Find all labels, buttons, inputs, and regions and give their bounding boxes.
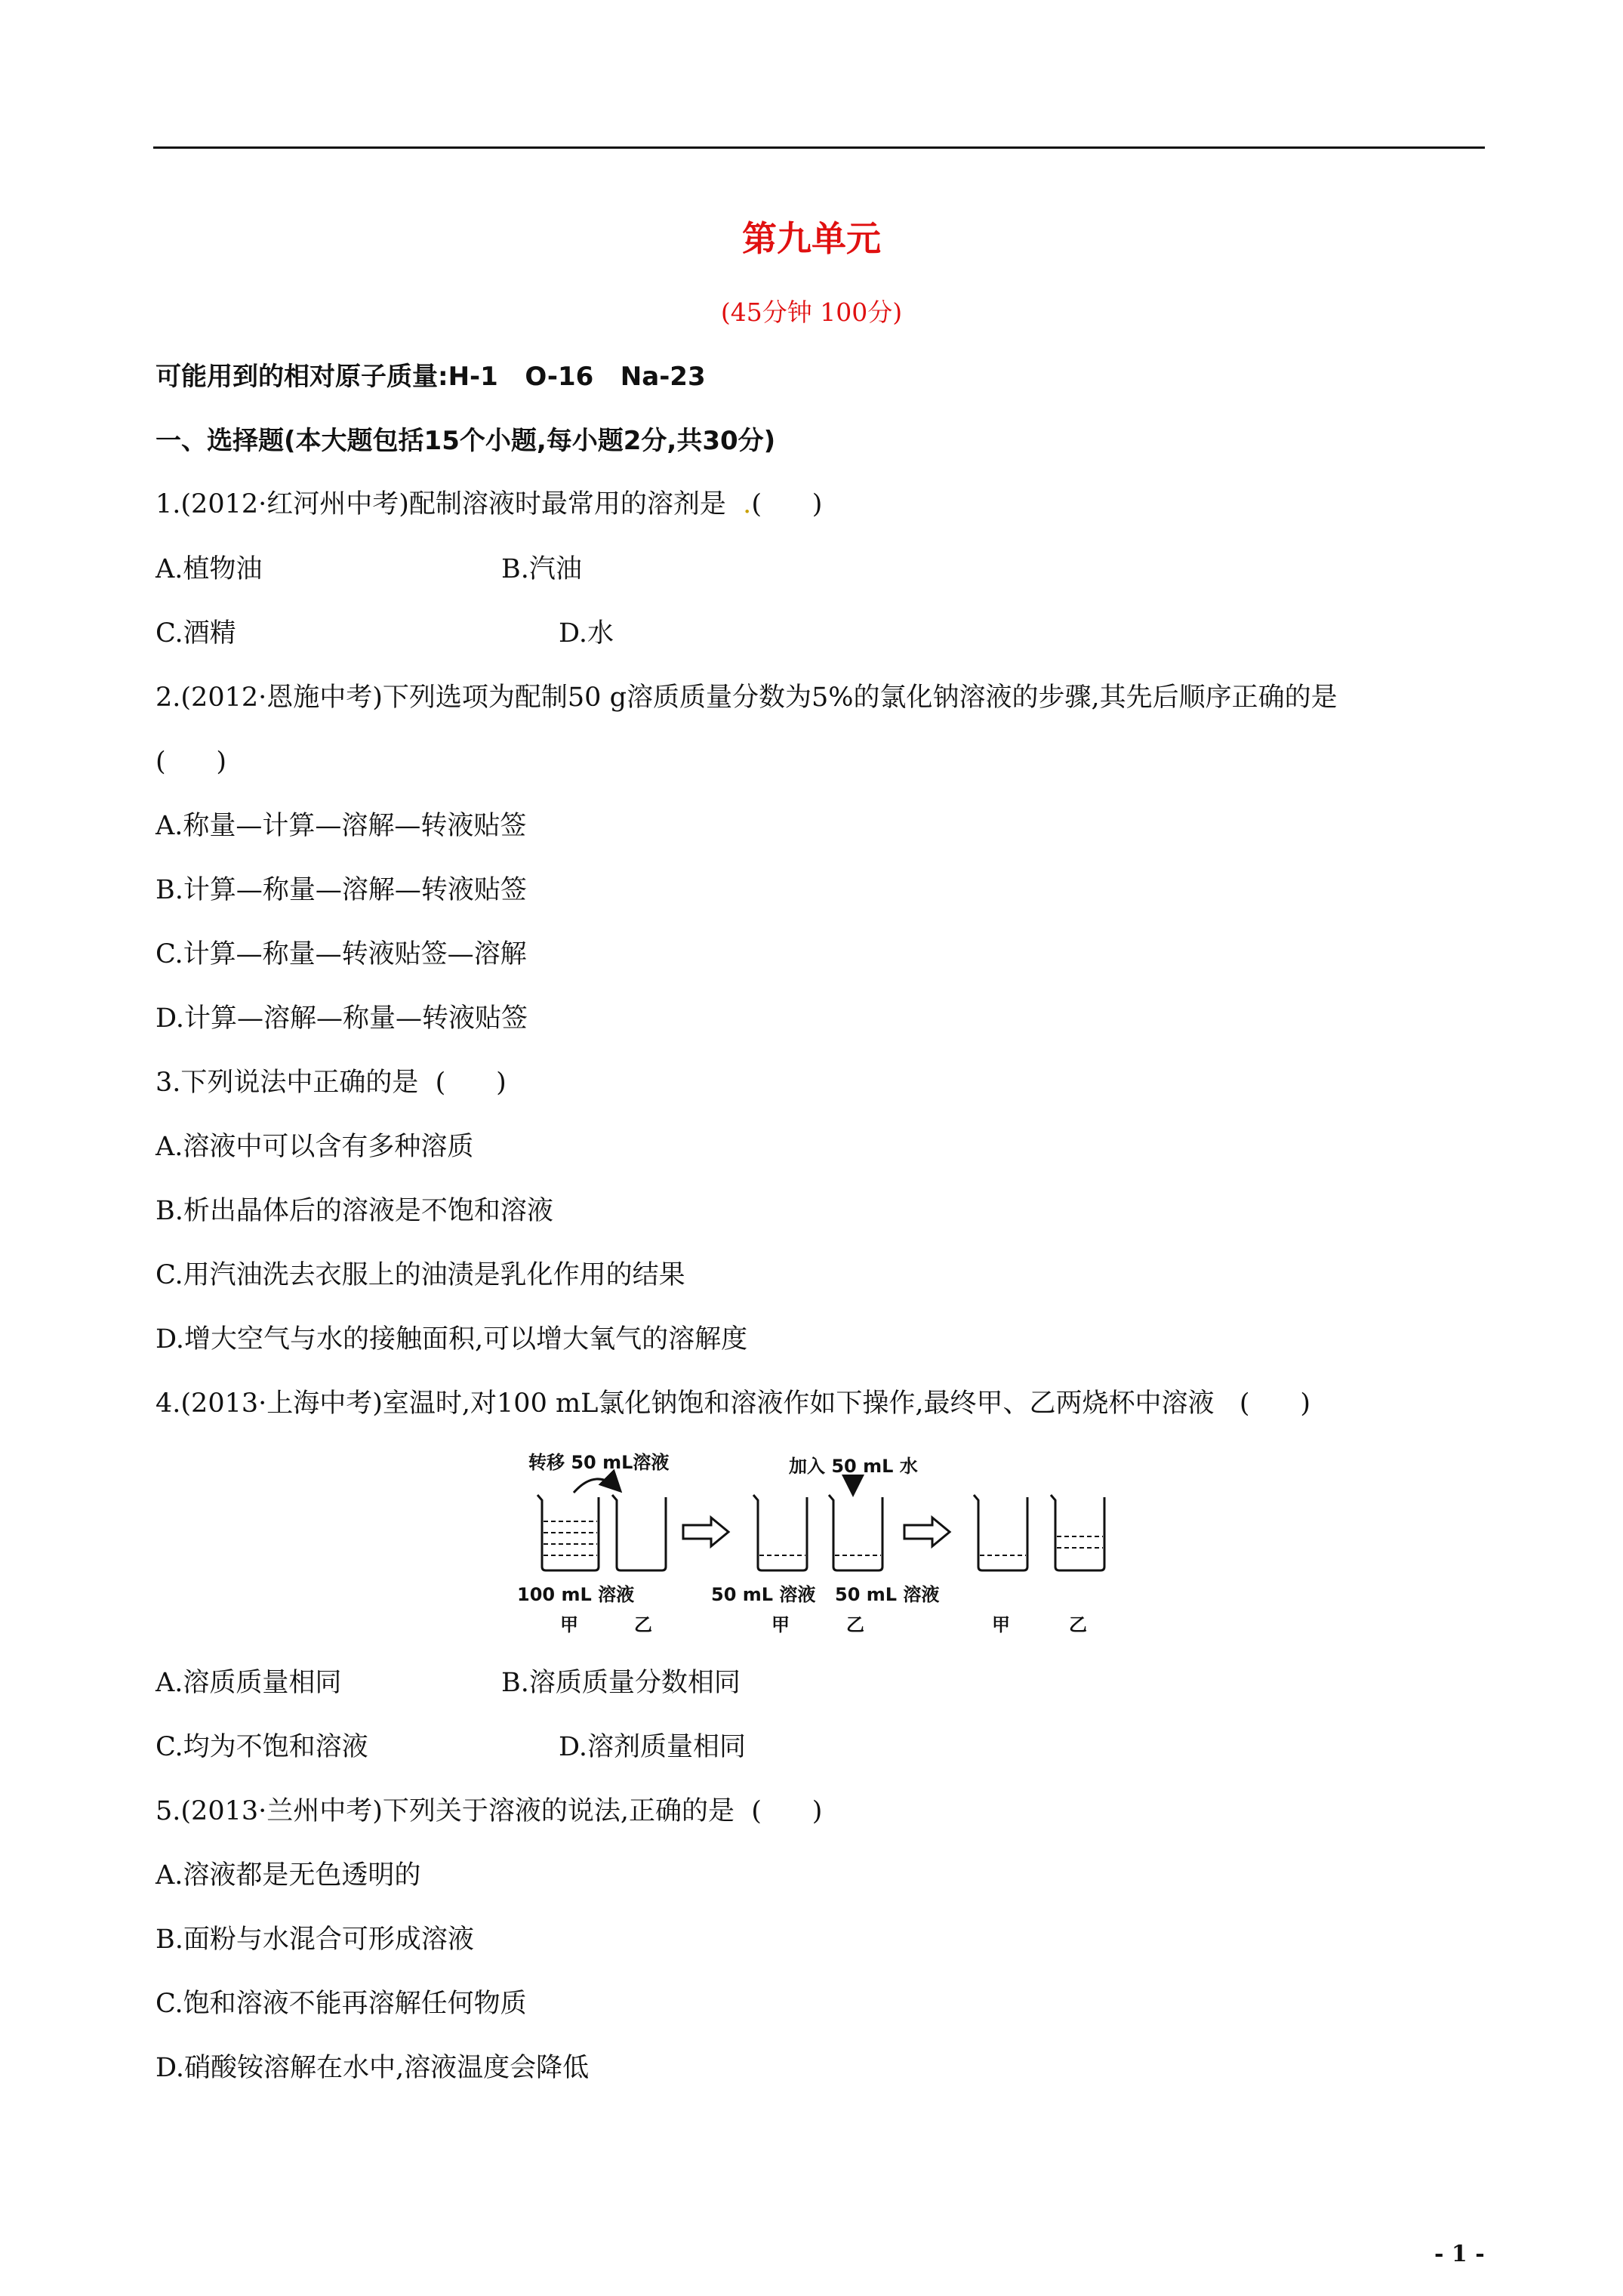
page-subtitle: (45分钟 100分) xyxy=(720,297,903,327)
option-1b: B.汽油 xyxy=(501,554,582,584)
label-yi-1: 乙 xyxy=(634,1614,652,1635)
option-3d: D.增大空气与水的接触面积,可以增大氧气的溶解度 xyxy=(156,1324,748,1354)
section-title: 一、选择题(本大题包括15个小题,每小题2分,共30分) xyxy=(156,426,776,456)
label-jia-2: 甲 xyxy=(771,1614,790,1635)
arrow-1 xyxy=(683,1518,728,1546)
beaker-2 xyxy=(612,1495,666,1570)
question-2-stem: 2.(2012·恩施中考)下列选项为配制50 g溶质质量分数为5%的氯化钠溶液的步骤,其先后顺序正确的是 xyxy=(156,683,1338,713)
answer-blank: ( ) xyxy=(435,1068,507,1098)
add-water-label: 加入 50 mL 水 xyxy=(789,1456,918,1477)
answer-blank: ( ) xyxy=(1239,1388,1310,1419)
beaker-1-label: 100 mL 溶液 xyxy=(517,1584,635,1605)
arrow-2 xyxy=(904,1518,950,1546)
option-1c: C.酒精 xyxy=(156,618,236,649)
beaker-3-label: 50 mL 溶液 xyxy=(711,1584,816,1605)
option-2b: B.计算—称量—溶解—转液贴签 xyxy=(156,875,527,905)
option-4a: A.溶质质量相同 xyxy=(156,1668,342,1698)
option-2a: A.称量—计算—溶解—转液贴签 xyxy=(156,811,527,841)
option-3c: C.用汽油洗去衣服上的油渍是乳化作用的结果 xyxy=(156,1260,685,1290)
atomic-masses: 可能用到的相对原子质量:H-1 O-16 Na-23 xyxy=(156,362,706,392)
label-yi-2: 乙 xyxy=(846,1614,864,1635)
answer-blank: ( ) xyxy=(751,1796,823,1826)
option-1a: A.植物油 xyxy=(156,554,263,584)
option-5c: C.饱和溶液不能再溶解任何物质 xyxy=(156,1989,527,2019)
question-stem: 1.(2012·红河州中考)配制溶液时最常用的溶剂是 xyxy=(156,489,726,519)
question-3 xyxy=(156,1065,507,1101)
beaker-5 xyxy=(974,1495,1027,1570)
beaker-3 xyxy=(753,1495,807,1570)
answer-blank: ( ) xyxy=(751,489,823,519)
beaker-figure xyxy=(513,1446,1132,1642)
option-5b: B.面粉与水混合可形成溶液 xyxy=(156,1925,474,1955)
header-rule xyxy=(153,146,1485,149)
option-3b: B.析出晶体后的溶液是不饱和溶液 xyxy=(156,1196,553,1226)
page-title: 第九单元 xyxy=(742,218,881,259)
option-1d: D.水 xyxy=(559,618,614,649)
option-4d: D.溶剂质量相同 xyxy=(559,1732,746,1762)
question-stem: 5.(2013·兰州中考)下列关于溶液的说法,正确的是 xyxy=(156,1796,735,1826)
question-2-blank: ( ) xyxy=(156,747,227,777)
beaker-4 xyxy=(829,1478,882,1570)
transfer-label: 转移 50 mL溶液 xyxy=(528,1452,670,1473)
question-stem: 3.下列说法中正确的是 xyxy=(156,1068,419,1098)
option-2c: C.计算—称量—转液贴签—溶解 xyxy=(156,939,527,969)
question-5 xyxy=(156,1793,822,1829)
option-3a: A.溶液中可以含有多种溶质 xyxy=(156,1132,474,1162)
question-1: 1.(2012·红河州中考)配制溶液时最常用的溶剂是 .( ) xyxy=(156,489,823,519)
option-2d: D.计算—溶解—称量—转液贴签 xyxy=(156,1003,528,1034)
option-5a: A.溶液都是无色透明的 xyxy=(156,1860,421,1891)
option-4c: C.均为不饱和溶液 xyxy=(156,1732,368,1762)
label-yi-3: 乙 xyxy=(1069,1614,1087,1635)
label-jia-3: 甲 xyxy=(992,1614,1010,1635)
option-4b: B.溶质质量分数相同 xyxy=(501,1668,741,1698)
question-stem: 4.(2013·上海中考)室温时,对100 mL氯化钠饱和溶液作如下操作,最终甲、乙两烧杯中溶液 xyxy=(156,1388,1215,1419)
beaker-4-label: 50 mL 溶液 xyxy=(835,1584,940,1605)
option-5d: D.硝酸铵溶解在水中,溶液温度会降低 xyxy=(156,2053,590,2083)
beaker-1 xyxy=(537,1479,619,1570)
label-jia-1: 甲 xyxy=(560,1614,578,1635)
page-number: - 1 - xyxy=(1434,2241,1485,2267)
question-4 xyxy=(156,1385,1310,1422)
beaker-6 xyxy=(1051,1495,1104,1570)
